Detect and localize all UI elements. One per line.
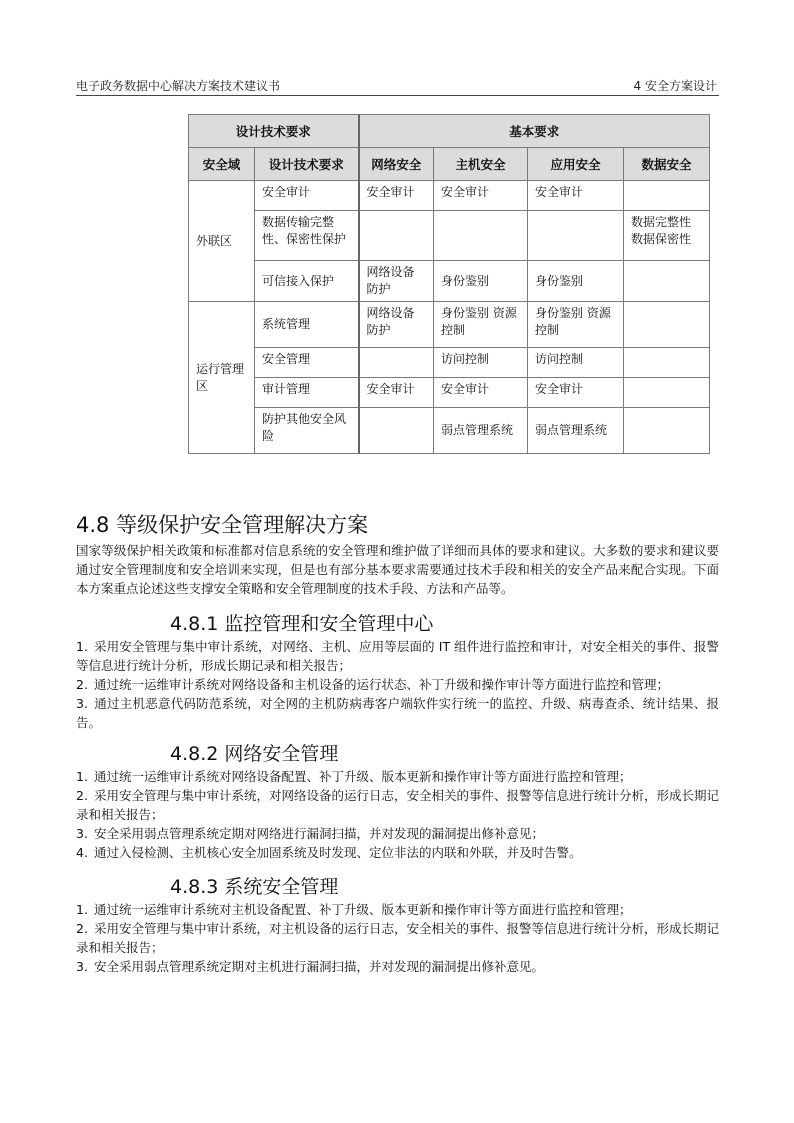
- network-cell: [359, 408, 434, 454]
- list-item: 2. 采用安全管理与集中审计系统，对主机设备的运行日志，安全相关的事件、报警等信息进行统计分析，形成长期记录和相关报告；: [76, 921, 719, 955]
- host-cell: [434, 211, 528, 261]
- network-cell: 网络设备防护: [359, 261, 434, 302]
- table-row: [189, 181, 710, 211]
- host-cell: 弱点管理系统: [434, 408, 528, 454]
- table-row: [189, 302, 710, 348]
- network-cell: [359, 348, 434, 378]
- data-cell: 数据完整性 数据保密性: [624, 211, 710, 261]
- network-cell: 安全审计: [359, 181, 434, 211]
- security-requirements-table: [188, 114, 710, 454]
- req-cell: 可信接入保护: [255, 261, 359, 302]
- host-cell: 安全审计: [434, 181, 528, 211]
- list-483: [76, 900, 719, 976]
- req-cell: 数据传输完整性、保密性保护: [255, 211, 359, 261]
- app-cell: 身份鉴别: [528, 261, 624, 302]
- network-cell: 安全审计: [359, 378, 434, 408]
- list-item: 1. 通过统一运维审计系统对主机设备配置、补丁升级、版本更新和操作审计等方面进行监控和管理；: [76, 902, 632, 917]
- app-cell: 身份鉴别 资源控制: [528, 302, 624, 348]
- list-item: 2. 采用安全管理与集中审计系统，对网络设备的运行日志，安全相关的事件、报警等信息进行统计分析，形成长期记录和相关报告；: [76, 788, 719, 822]
- header-divider: [76, 95, 719, 96]
- req-cell: 安全管理: [255, 348, 359, 378]
- header-basic-requirements: 基本要求: [359, 115, 710, 148]
- table-row: [189, 261, 710, 302]
- col-header-domain: 安全域: [189, 148, 255, 181]
- table-row: [189, 211, 710, 261]
- doc-title: 电子政务数据中心解决方案技术建议书: [76, 79, 281, 93]
- subsection-title-482: 4.8.2 网络安全管理: [170, 743, 339, 765]
- table-row: [189, 378, 710, 408]
- host-cell: 访问控制: [434, 348, 528, 378]
- app-cell: 安全审计: [528, 181, 624, 211]
- col-header-network: 网络安全: [359, 148, 434, 181]
- data-cell: [624, 261, 710, 302]
- network-cell: [359, 211, 434, 261]
- list-item: 1. 通过统一运维审计系统对网络设备配置、补丁升级、版本更新和操作审计等方面进行监控和管理；: [76, 769, 632, 784]
- subsection-title-483: 4.8.3 系统安全管理: [170, 876, 339, 898]
- req-cell: 系统管理: [255, 302, 359, 348]
- list-481: [76, 637, 719, 732]
- col-header-app: 应用安全: [528, 148, 624, 181]
- list-item: 2. 通过统一运维审计系统对网络设备和主机设备的运行状态、补丁升级和操作审计等方面进行监控和管理；: [76, 677, 669, 692]
- header-design-requirements: 设计技术要求: [189, 115, 359, 148]
- data-cell: [624, 302, 710, 348]
- host-cell: 身份鉴别: [434, 261, 528, 302]
- data-cell: [624, 181, 710, 211]
- zone-cell: 运行管理区: [189, 302, 255, 454]
- app-cell: [528, 211, 624, 261]
- chapter-title: 4 安全方案设计: [633, 79, 717, 93]
- host-cell: 安全审计: [434, 378, 528, 408]
- app-cell: 弱点管理系统: [528, 408, 624, 454]
- req-cell: 安全审计: [255, 181, 359, 211]
- req-cell: 审计管理: [255, 378, 359, 408]
- host-cell: 身份鉴别 资源控制: [434, 302, 528, 348]
- data-cell: [624, 408, 710, 454]
- list-item: 4. 通过入侵检测、主机核心安全加固系统及时发现、定位非法的内联和外联，并及时告警。: [76, 845, 582, 860]
- list-item: 3. 安全采用弱点管理系统定期对主机进行漏洞扫描，并对发现的漏洞提出修补意见。: [76, 959, 544, 974]
- network-cell: 网络设备防护: [359, 302, 434, 348]
- data-cell: [624, 378, 710, 408]
- table-row: [189, 348, 710, 378]
- req-cell: 防护其他安全风险: [255, 408, 359, 454]
- col-header-host: 主机安全: [434, 148, 528, 181]
- app-cell: 安全审计: [528, 378, 624, 408]
- zone-cell: 外联区: [189, 181, 255, 302]
- section-title: 4.8 等级保护安全管理解决方案: [76, 513, 369, 537]
- page-header: [76, 77, 719, 95]
- col-header-design: 设计技术要求: [255, 148, 359, 181]
- data-cell: [624, 348, 710, 378]
- table-row: [189, 408, 710, 454]
- col-header-data: 数据安全: [624, 148, 710, 181]
- list-482: [76, 767, 719, 862]
- app-cell: 访问控制: [528, 348, 624, 378]
- list-item: 3. 安全采用弱点管理系统定期对网络进行漏洞扫描，并对发现的漏洞提出修补意见；: [76, 826, 544, 841]
- list-item: 1. 采用安全管理与集中审计系统，对网络、主机、应用等层面的 IT 组件进行监控和审计，对安全相关的事件、报警等信息进行统计分析，形成长期记录和相关报告；: [76, 639, 719, 673]
- list-item: 3. 通过主机恶意代码防范系统，对全网的主机防病毒客户端软件实行统一的监控、升级、病毒查杀、统计结果、报告。: [76, 696, 719, 730]
- section-intro: 国家等级保护相关政策和标准都对信息系统的安全管理和维护做了详细而具体的要求和建议。大多数的要求和建议要通过安全管理制度和安全培训来实现，但是也有部分基本要求需要通过技术手段和相关的安全产品来配合实现。下面本方案重点论述这些支撑安全策略和安全管理制度的技术手段、方法和产品等。: [76, 543, 719, 596]
- subsection-title-481: 4.8.1 监控管理和安全管理中心: [170, 613, 434, 635]
